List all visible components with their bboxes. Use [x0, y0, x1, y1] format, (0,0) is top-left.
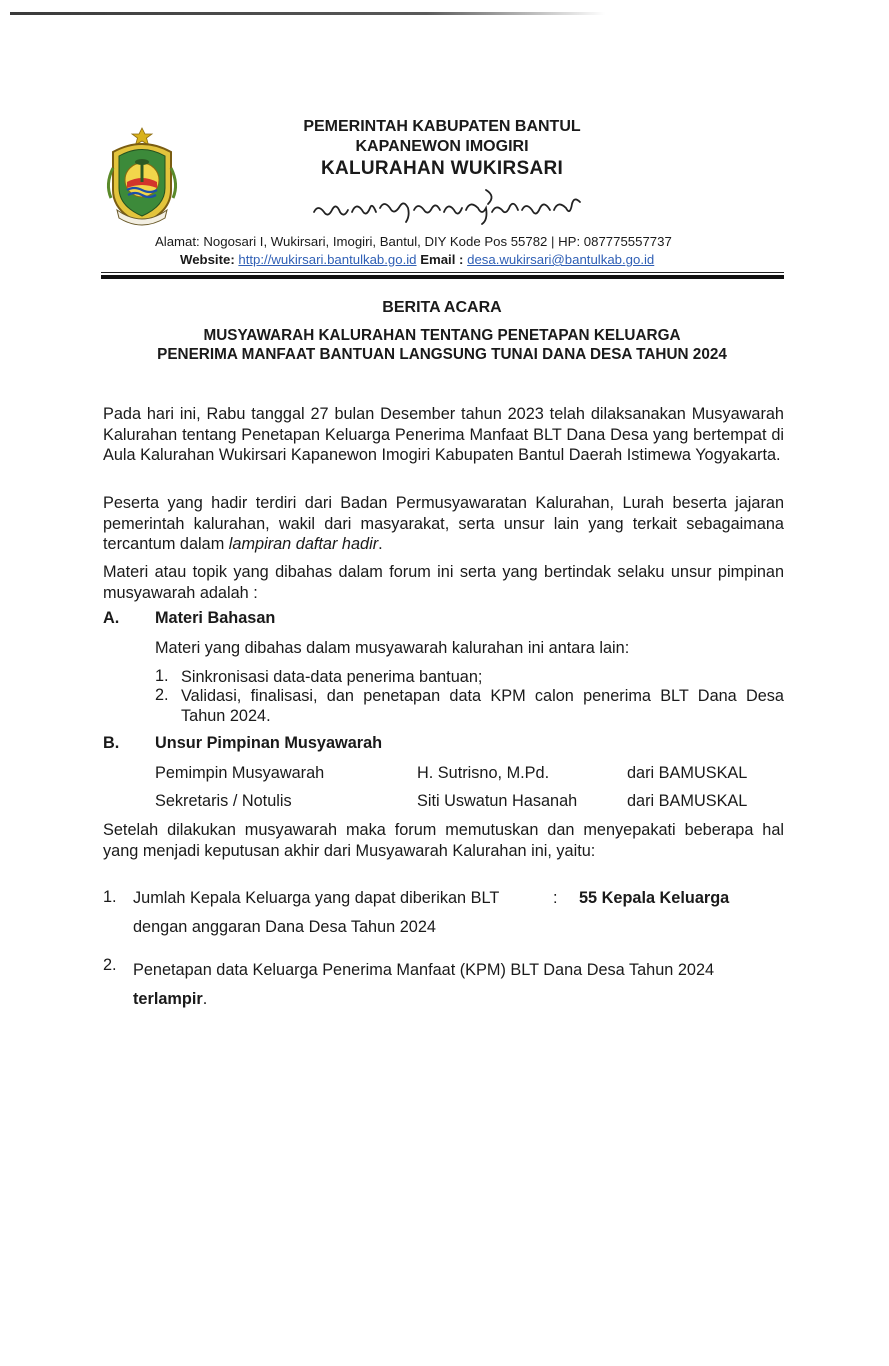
participants-text: Peserta yang hadir terdiri dari Badan Permusyawaratan Kalurahan, Lurah beserta jajaran pemerintah kalurahan, wakil dari masyarakat, serta unsur lain yang terkait sebagaimana tercantum dalam [103, 494, 784, 553]
email-label: Email : [420, 252, 464, 267]
document-title: BERITA ACARA [382, 299, 502, 316]
letterhead-rule-thin [101, 272, 784, 273]
letterhead-address: Alamat: Nogosari I, Wukirsari, Imogiri, Bantul, DIY Kode Pos 55782 | HP: 087775557737 [155, 234, 672, 249]
section-b-letter: B. [103, 734, 120, 752]
leader-origin: dari BAMUSKAL [627, 764, 748, 782]
decision-1-colon: : [553, 889, 558, 907]
decision-1-text: Jumlah Kepala Keluarga yang dapat diberikan BLT [133, 889, 500, 907]
decision-2-end: . [202, 990, 208, 1008]
attendance-list-ref: lampiran daftar hadir [228, 535, 379, 553]
website-link[interactable]: http://wukirsari.bantulkab.go.id [238, 252, 417, 267]
decision-1-budget: dengan anggaran Dana Desa Tahun 2024 [133, 918, 436, 936]
letterhead-government: PEMERINTAH KABUPATEN BANTUL [303, 118, 581, 135]
paragraph-topics: Materi atau topik yang dibahas dalam forum ini serta yang bertindak selaku unsur pimpinan musyawarah adalah : [103, 563, 784, 602]
section-a-item-1: Sinkronisasi data-data penerima bantuan; [181, 668, 483, 686]
scan-edge-line [10, 12, 605, 15]
paragraph-decision-intro: Setelah dilakukan musyawarah maka forum memutuskan dan menyepakati beberapa hal yang menjadi keputusan akhir dari Musyawarah Kalurahan ini, yaitu: [103, 821, 784, 860]
secretary-role: Sekretaris / Notulis [155, 792, 292, 810]
section-a-item-2-number: 2. [155, 686, 169, 704]
section-a-title: Materi Bahasan [155, 609, 276, 627]
decision-2-number: 2. [103, 956, 117, 974]
decision-2-attached: terlampir [133, 990, 203, 1008]
letterhead-rule-thick [101, 275, 784, 279]
decision-1-number: 1. [103, 888, 117, 906]
leader-role: Pemimpin Musyawarah [155, 764, 325, 782]
document-subtitle-line1: MUSYAWARAH KALURAHAN TENTANG PENETAPAN KELUARGA [203, 327, 681, 344]
section-a-letter: A. [103, 609, 120, 627]
leader-name: H. Sutrisno, M.Pd. [417, 764, 550, 782]
decision-1-value: 55 Kepala Keluarga [579, 889, 730, 907]
section-a-item-2: Validasi, finalisasi, dan penetapan data KPM calon penerima BLT Dana Desa Tahun 2024. [181, 687, 784, 725]
section-a-intro: Materi yang dibahas dalam musyawarah kalurahan ini antara lain: [155, 639, 630, 657]
section-b-title: Unsur Pimpinan Musyawarah [155, 734, 383, 752]
decision-2-main: Penetapan data Keluarga Penerima Manfaat (KPM) BLT Dana Desa Tahun 2024 [133, 961, 715, 979]
email-link[interactable]: desa.wukirsari@bantulkab.go.id [467, 252, 655, 267]
secretary-origin: dari BAMUSKAL [627, 792, 748, 810]
letterhead-contact [180, 252, 654, 267]
secretary-name: Siti Uswatun Hasanah [417, 792, 578, 810]
letterhead-village: KALURAHAN WUKIRSARI [320, 158, 564, 179]
document-subtitle-line2: PENERIMA MANFAAT BANTUAN LANGSUNG TUNAI DANA DESA TAHUN 2024 [157, 346, 727, 363]
participants-end: . [378, 535, 383, 553]
paragraph-opening: Pada hari ini, Rabu tanggal 27 bulan Desember tahun 2023 telah dilaksanakan Musyawarah Kalurahan tentang Penetapan Keluarga Penerima Manfaat BLT Dana Desa yang bertempat di Aula Kalurahan Wukirsari Kapanewon Imogiri Kabupaten Bantul Daerah Istimewa Yogyakarta. [103, 405, 784, 464]
letterhead-district: KAPANEWON IMOGIRI [355, 138, 529, 155]
paragraph-participants [103, 493, 784, 555]
website-label: Website: [180, 252, 235, 267]
decision-2-text [133, 956, 784, 1014]
javanese-script-mark [310, 186, 590, 230]
section-a-item-1-number: 1. [155, 667, 169, 685]
